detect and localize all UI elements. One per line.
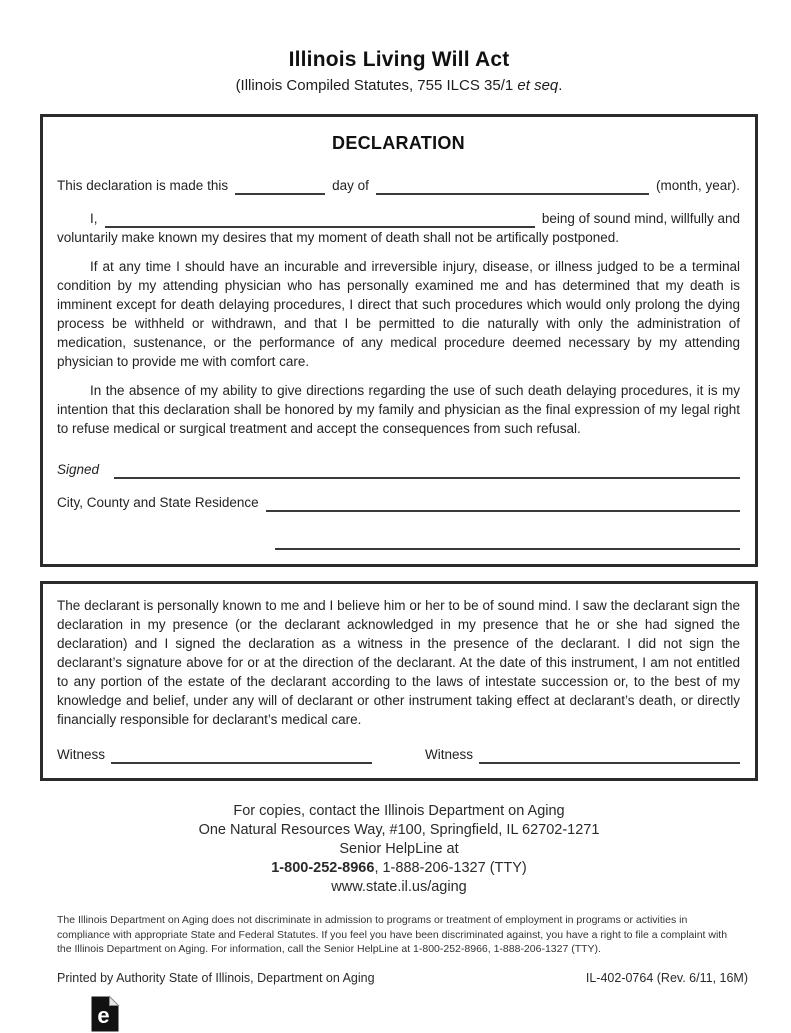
document-title: Illinois Living Will Act bbox=[288, 48, 510, 71]
document-header bbox=[40, 48, 758, 94]
subtitle-text: (Illinois Compiled Statutes, 755 ILCS 35/1 bbox=[235, 77, 518, 94]
witness-signature-blank-right[interactable] bbox=[479, 749, 740, 764]
residence-blank-1[interactable] bbox=[266, 497, 740, 512]
month-year-blank[interactable] bbox=[376, 180, 649, 195]
subtitle-italic-text: et seq bbox=[517, 77, 559, 94]
residence-continuation-line bbox=[57, 531, 740, 550]
declarant-name-line bbox=[57, 209, 740, 228]
witness-signature-row bbox=[57, 745, 740, 764]
date-line-mid: day of bbox=[332, 178, 369, 193]
residence-blank-2[interactable] bbox=[275, 535, 740, 550]
witness-label-left: Witness bbox=[57, 747, 106, 762]
document-subtitle bbox=[40, 77, 758, 94]
signed-line bbox=[57, 460, 740, 479]
date-line bbox=[57, 176, 740, 195]
declaration-heading: DECLARATION bbox=[332, 133, 465, 153]
date-line-tail: (month, year). bbox=[655, 178, 740, 193]
contact-line-helpline: Senior HelpLine at bbox=[339, 841, 459, 857]
witness-cell-left bbox=[57, 745, 372, 764]
document-page-icon bbox=[90, 995, 120, 1033]
contact-phone-primary: 1-800-252-8966 bbox=[271, 860, 375, 876]
day-blank[interactable] bbox=[235, 180, 325, 195]
residence-line bbox=[57, 493, 740, 512]
declaration-box bbox=[40, 114, 758, 567]
contact-block bbox=[40, 802, 758, 897]
contact-line-address: One Natural Resources Way, #100, Springfield, IL 62702-1271 bbox=[198, 822, 600, 838]
printed-by-authority: Printed by Authority State of Illinois, Department on Aging bbox=[57, 970, 375, 985]
witness-signature-blank-left[interactable] bbox=[111, 749, 372, 764]
witness-attestation-paragraph: The declarant is personally known to me and I believe him or her to be of sound mind. I saw the declarant sign the declaration in my presence (or the declarant acknowledged in my presence that he or she had signed the declaration) and I signed the declaration as a witness in the presence of the declarant. I did not sign the declarant’s signature above for or at the direction of the declarant. At the date of this instrument, I am not entitled to any portion of the estate of the declarant according to the laws of intestate succession or, to the best of my knowledge and belief, under any will of declarant or other instrument taking effect at declarant’s death, or directly financially responsible for declarant’s medical care. bbox=[57, 598, 740, 727]
identity-tail: being of sound mind, willfully and bbox=[541, 211, 740, 226]
identity-lead: I, bbox=[90, 211, 98, 226]
residence-label: City, County and State Residence bbox=[57, 495, 259, 510]
nondiscrimination-notice: The Illinois Department on Aging does not discriminate in admission to programs or treatment of employment in programs or activities in compliance with appropriate State and Federal Statutes. If you feel you have been discriminated against, you have a right to file a complaint with the Illinois Department on Aging. For information, call the Senior HelpLine at 1-800-252-8966, 1-888-206-1327 (TTY). bbox=[57, 914, 728, 955]
date-line-lead: This declaration is made this bbox=[57, 178, 229, 193]
eforms-logo bbox=[90, 995, 120, 1033]
absence-paragraph: In the absence of my ability to give directions regarding the use of such death delaying procedures, it is my intention that this declaration shall be honored by my family and physician as the final expression of my legal right to refuse medical or surgical treatment and accept the consequences from such refusal. bbox=[57, 383, 740, 436]
terminal-condition-paragraph: If at any time I should have an incurable and irreversible injury, disease, or illness judged to be a terminal condition by my attending physician who has personally examined me and has determined that my death is imminent except for death delaying procedures, I direct that such procedures which would only prolong the dying process be withheld or withdrawn, and that I be permitted to die naturally with only the administration of medication, sustenance, or the performance of any medical procedure deemed necessary by my attending physician to provide me with comfort care. bbox=[57, 259, 740, 369]
contact-website: www.state.il.us/aging bbox=[331, 879, 467, 895]
contact-phone-tty: , 1-888-206-1327 (TTY) bbox=[374, 860, 527, 876]
subtitle-period: . bbox=[558, 77, 563, 94]
footer-row bbox=[57, 971, 748, 985]
witness-label-right: Witness bbox=[425, 747, 474, 762]
declarant-name-blank[interactable] bbox=[105, 213, 535, 228]
declarant-signature-blank[interactable] bbox=[114, 464, 740, 479]
identity-wrap-line: voluntarily make known my desires that my moment of death shall not be artifically postponed. bbox=[57, 230, 620, 245]
signed-label: Signed bbox=[57, 462, 100, 477]
contact-line-copies: For copies, contact the Illinois Department on Aging bbox=[233, 803, 565, 819]
witness-cell-right bbox=[425, 745, 740, 764]
form-number: IL-402-0764 (Rev. 6/11, 16M) bbox=[585, 970, 748, 985]
witness-box bbox=[40, 581, 758, 781]
eforms-logo-letter: e bbox=[97, 1002, 110, 1028]
contact-line-phones bbox=[40, 859, 758, 878]
